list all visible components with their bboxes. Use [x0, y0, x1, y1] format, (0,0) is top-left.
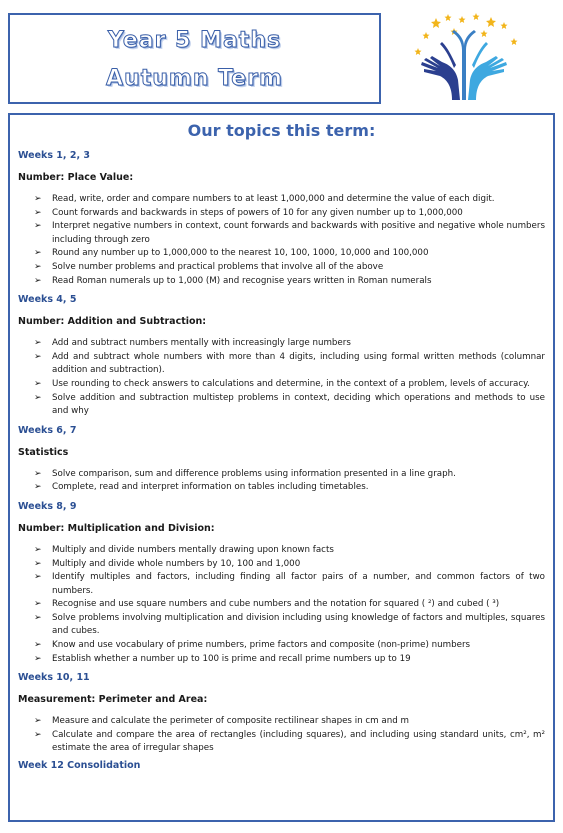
topic-heading: Number: Place Value: [18, 172, 134, 183]
topic-list [18, 337, 545, 419]
weeks-heading: Weeks 1, 2, 3 [18, 150, 90, 161]
list-item [34, 544, 545, 558]
list-item [34, 639, 545, 653]
arrow-bullet-icon: ➢ [34, 392, 42, 403]
weeks-heading: Weeks 4, 5 [18, 294, 77, 306]
arrow-bullet-icon: ➢ [34, 572, 42, 583]
list-item-text: Solve number problems and practical problems that involve all of the above [52, 261, 384, 272]
list-item [34, 558, 545, 572]
list-item-text: Recognise and use square numbers and cube numbers and the notation for squared ( ²) and cubed ( ³) [52, 599, 500, 610]
weeks-heading: Weeks 6, 7 [18, 424, 77, 436]
list-item [34, 481, 545, 495]
tree-hands-logo [396, 10, 536, 102]
list-item [34, 275, 545, 289]
arrow-bullet-icon: ➢ [34, 207, 42, 218]
topic-heading: Statistics [18, 446, 69, 458]
list-item [34, 653, 545, 667]
arrow-bullet-icon: ➢ [34, 261, 42, 272]
topics-title: Our topics this term: [187, 121, 376, 140]
topics-box [8, 113, 555, 822]
list-item [34, 729, 545, 756]
arrow-bullet-icon: ➢ [34, 612, 42, 623]
list-item-text: Round any number up to 1,000,000 to the nearest 10, 100, 1000, 10,000 and 100,000 [52, 248, 429, 259]
topic-heading: Number: Multiplication and Division: [18, 522, 215, 534]
arrow-bullet-icon: ➢ [34, 351, 42, 362]
topic-list [18, 715, 545, 756]
list-item [34, 468, 545, 482]
arrow-bullet-icon: ➢ [34, 248, 42, 259]
topic-heading: Measurement: Perimeter and Area: [18, 694, 208, 706]
arrow-bullet-icon: ➢ [34, 338, 42, 349]
list-item [34, 193, 545, 207]
list-item-text: Multiply and divide whole numbers by 10, 100 and 1,000 [52, 558, 301, 569]
list-item-text: Add and subtract whole numbers with more than 4 digits, including using formal written methods (columnar addition and subtraction). [52, 351, 545, 376]
list-item [34, 715, 545, 729]
title-line-1: Year 5 Maths [107, 28, 282, 53]
topic-list [18, 468, 545, 495]
arrow-bullet-icon: ➢ [34, 378, 42, 389]
list-item [34, 337, 545, 351]
list-item [34, 392, 545, 419]
topic-heading: Number: Addition and Subtraction: [18, 316, 207, 328]
list-item-text: Interpret negative numbers in context, count forwards and backwards with positive and negative whole numbers including through zero [52, 221, 545, 245]
list-item [34, 612, 545, 639]
list-item [34, 571, 545, 598]
list-item [34, 261, 545, 275]
list-item-text: Read Roman numerals up to 1,000 (M) and recognise years written in Roman numerals [52, 275, 432, 286]
arrow-bullet-icon: ➢ [34, 729, 42, 740]
list-item-text: Solve comparison, sum and difference problems using information presented in a line graph. [52, 468, 456, 479]
list-item-text: Read, write, order and compare numbers to at least 1,000,000 and determine the value of each digit. [52, 194, 495, 204]
arrow-bullet-icon: ➢ [34, 558, 42, 569]
list-item [34, 598, 545, 612]
list-item-text: Calculate and compare the area of rectangles (including squares), and including using standard units, cm², m² estimate the area of irregular shapes [52, 729, 545, 754]
topic-list [18, 544, 545, 666]
list-item [34, 247, 545, 261]
consolidation-heading: Week 12 Consolidation [18, 760, 141, 771]
arrow-bullet-icon: ➢ [34, 482, 42, 493]
list-item-text: Solve addition and subtraction multistep problems in context, deciding which operations and methods to use and why [52, 392, 545, 417]
list-item-text: Establish whether a number up to 100 is prime and recall prime numbers up to 19 [52, 653, 411, 664]
list-item-text: Identify multiples and factors, including finding all factor pairs of a number, and common factors of two numbers. [52, 572, 545, 596]
arrow-bullet-icon: ➢ [34, 599, 42, 610]
list-item-text: Multiply and divide numbers mentally drawing upon known facts [52, 544, 334, 555]
topic-list [18, 193, 545, 288]
list-item [34, 207, 545, 221]
weeks-heading: Weeks 8, 9 [18, 500, 77, 512]
list-item [34, 220, 545, 247]
arrow-bullet-icon: ➢ [34, 544, 42, 555]
list-item-text: Use rounding to check answers to calculations and determine, in the context of a problem, levels of accuracy. [52, 378, 530, 389]
arrow-bullet-icon: ➢ [34, 194, 42, 204]
arrow-bullet-icon: ➢ [34, 716, 42, 727]
arrow-bullet-icon: ➢ [34, 275, 42, 286]
left-hand-icon [421, 42, 460, 100]
arrow-bullet-icon: ➢ [34, 640, 42, 651]
title-box [8, 13, 381, 104]
list-item-text: Add and subtract numbers mentally with increasingly large numbers [52, 338, 351, 349]
list-item-text: Know and use vocabulary of prime numbers, prime factors and composite (non-prime) numbers [52, 640, 471, 651]
arrow-bullet-icon: ➢ [34, 653, 42, 664]
list-item-text: Complete, read and interpret information on tables including timetables. [52, 482, 369, 493]
right-hand-icon [468, 42, 507, 100]
topics-content [18, 149, 545, 761]
arrow-bullet-icon: ➢ [34, 221, 42, 232]
title-line-2: Autumn Term [106, 66, 283, 91]
weeks-heading: Weeks 10, 11 [18, 672, 90, 684]
list-item [34, 378, 545, 392]
list-item-text: Count forwards and backwards in steps of powers of 10 for any given number up to 1,000,000 [52, 207, 463, 218]
list-item-text: Measure and calculate the perimeter of composite rectilinear shapes in cm and m [52, 716, 409, 727]
list-item [34, 351, 545, 378]
list-item-text: Solve problems involving multiplication and division including using knowledge of factors and multiples, squares and cubes. [52, 612, 545, 637]
arrow-bullet-icon: ➢ [34, 468, 42, 479]
